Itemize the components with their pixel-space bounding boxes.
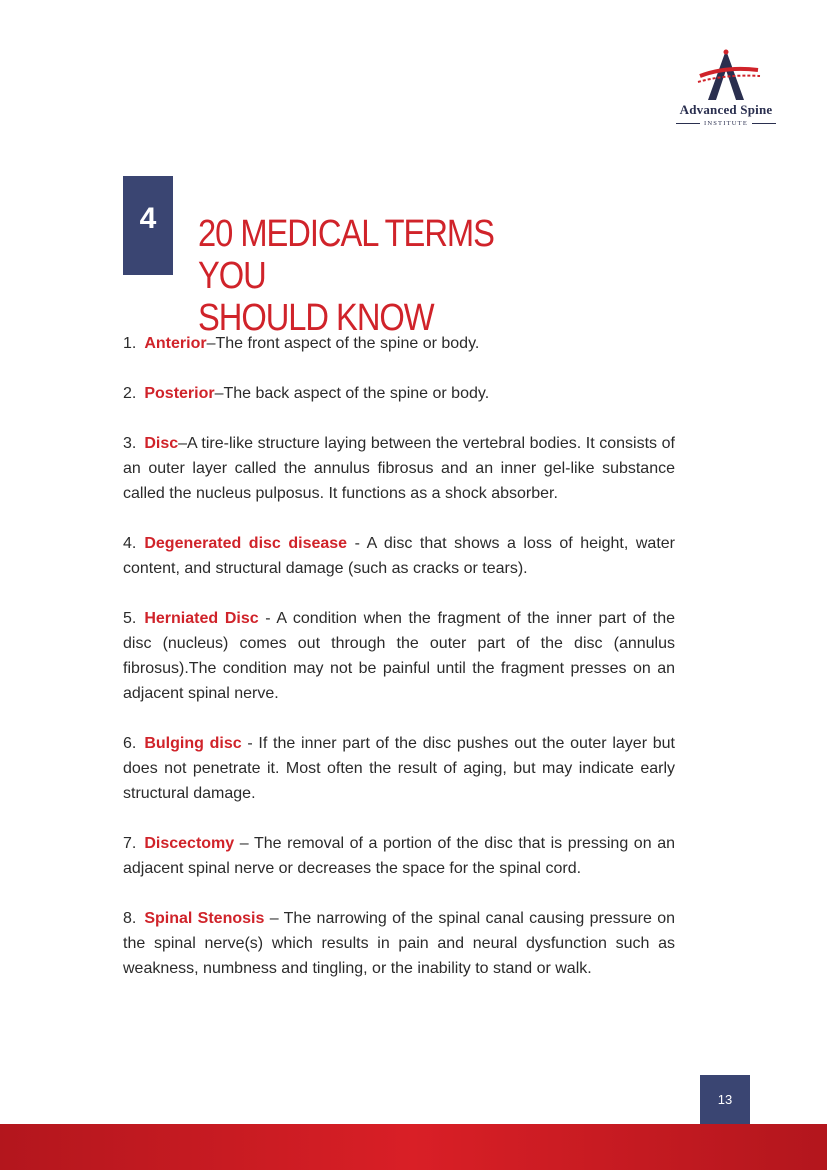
term-number: 8. (123, 910, 137, 927)
page-title (198, 213, 559, 339)
term-number: 6. (123, 735, 137, 752)
logo-name: Advanced Spine (679, 102, 773, 117)
logo (668, 46, 784, 130)
list-item (123, 531, 675, 581)
term-number: 2. (123, 385, 137, 402)
term-name: Disc (144, 435, 179, 452)
page-number: 13 (717, 1092, 733, 1107)
term-name: Posterior (144, 385, 215, 402)
chapter-number-badge: 4 (123, 176, 173, 275)
term-name: Spinal Stenosis (144, 910, 265, 927)
page-title-line-2: SHOULD KNOW (198, 297, 434, 339)
term-definition: –A tire-like structure laying between the vertebral bodies. It consists of an outer layer called the annulus fibrosus and an inner gel-like substance called the nucleus pulposus. It functions as a shock absorber. (123, 435, 675, 502)
term-definition: - If the inner part of the disc pushes out the outer layer but does not penetrate it. Most often the result of aging, but may indicate early structural damage. (123, 735, 676, 802)
term-name: Herniated Disc (144, 610, 259, 627)
list-item (123, 606, 675, 706)
list-item (123, 381, 675, 406)
page-number-badge (700, 1075, 750, 1124)
term-definition: - A condition when the fragment of the inner part of the disc (nucleus) comes out through the outer part of the disc (annulus fibrosus).The condition may not be painful until the fragment presses on an adjacent spinal nerve. (123, 610, 676, 702)
term-definition: – The removal of a portion of the disc that is pressing on an adjacent spinal nerve or decreases the space for the spinal cord. (123, 835, 675, 877)
term-definition: – The narrowing of the spinal canal causing pressure on the spinal nerve(s) which results in pain and neural dysfunction such as weakness, numbness and tingling, or the inability to stand or walk. (123, 910, 675, 977)
page-title-line-1: 20 MEDICAL TERMS YOU (198, 213, 494, 297)
logo-subtitle-row (668, 120, 784, 127)
footer-bar (0, 1124, 827, 1170)
spine-logo-icon (668, 46, 784, 102)
list-item (123, 731, 675, 806)
term-definition: - A disc that shows a loss of height, water content, and structural damage (such as cracks or tears). (123, 535, 675, 577)
term-definition: –The back aspect of the spine or body. (214, 385, 490, 402)
list-item (123, 831, 675, 881)
term-number: 1. (123, 335, 137, 352)
term-name: Bulging disc (144, 735, 242, 752)
logo-divider (676, 123, 700, 124)
term-name: Anterior (144, 335, 207, 352)
term-number: 3. (123, 435, 137, 452)
terms-list (123, 331, 675, 1006)
list-item (123, 906, 675, 981)
term-definition: –The front aspect of the spine or body. (206, 335, 480, 352)
logo-subtitle: INSTITUTE (703, 120, 748, 127)
term-number: 4. (123, 535, 137, 552)
term-number: 5. (123, 610, 137, 627)
term-number: 7. (123, 835, 137, 852)
term-name: Degenerated disc disease (144, 535, 348, 552)
list-item (123, 331, 675, 356)
list-item (123, 431, 675, 506)
term-name: Discectomy (144, 835, 235, 852)
logo-divider (752, 123, 776, 124)
